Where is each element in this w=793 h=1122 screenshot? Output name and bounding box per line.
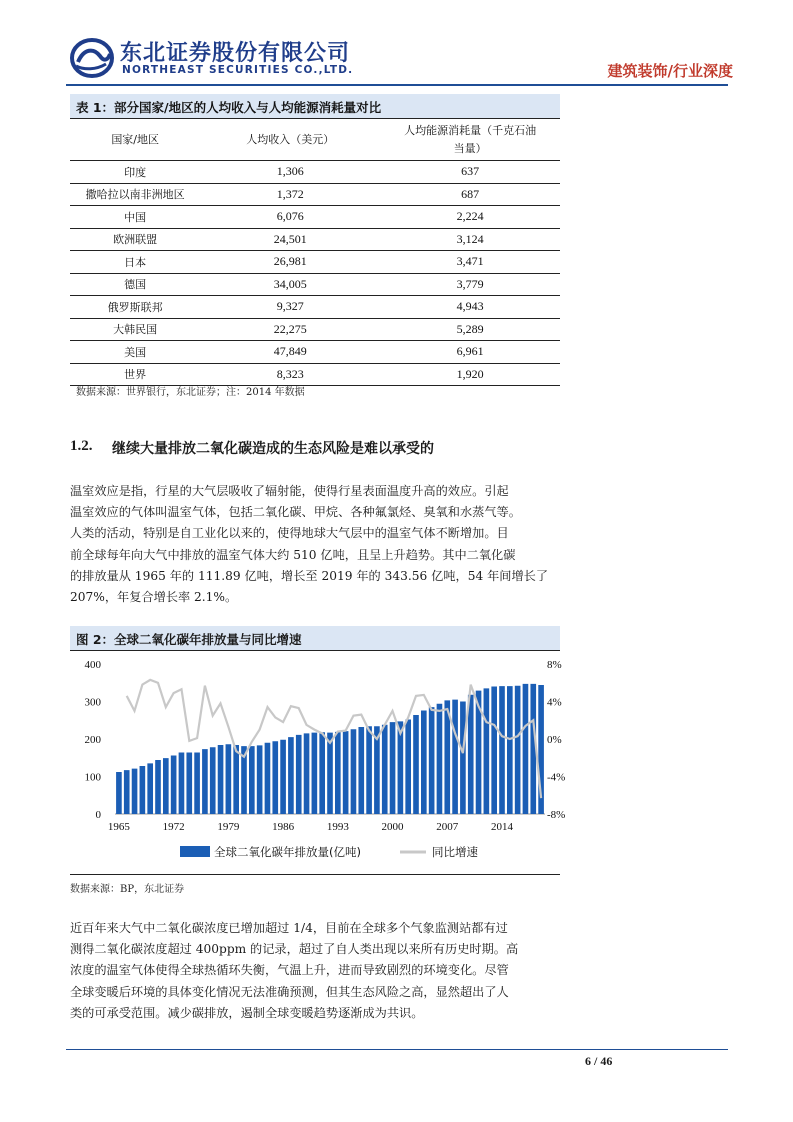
emission-bar <box>351 729 357 814</box>
income-energy-table <box>70 120 560 386</box>
paragraph-line: 人类的活动，特别是自工业化以来的，使得地球大气层中的温室气体不断增加。目 <box>70 526 509 541</box>
x-tick-label: 2000 <box>381 821 404 833</box>
emission-bar <box>147 763 153 814</box>
paragraph-line: 的排放量从 1965 年的 111.89 亿吨，增长至 2019 年的 343.56 亿吨，54 年间增长了 <box>70 568 549 583</box>
section-title: 继续大量排放二氧化碳造成的生态风险是难以承受的 <box>112 441 434 457</box>
emission-bar <box>233 745 239 814</box>
emission-bar <box>210 747 216 814</box>
emission-bar <box>296 735 302 814</box>
emission-bar <box>312 733 318 814</box>
table-cell: 4,943 <box>380 296 560 319</box>
table-cell: 俄罗斯联邦 <box>70 296 200 319</box>
table-cell: 3,471 <box>380 251 560 274</box>
x-tick-label: 1993 <box>326 821 349 833</box>
table-source-note: 数据来源：世界银行，东北证券；注：2014 年数据 <box>76 387 305 398</box>
table-cell: 26,981 <box>200 251 380 274</box>
emission-bar <box>358 727 364 814</box>
header-line: 当量） <box>453 142 487 155</box>
legend-label: 全球二氧化碳年排放量(亿吨) <box>214 845 361 859</box>
paragraph-line: 温室效应的气体叫温室气体，包括二氧化碳、甲烷、各种氟氯烃、臭氧和水蒸气等。 <box>70 505 521 520</box>
emission-bar <box>491 687 497 815</box>
table-cell: 6,961 <box>380 341 560 364</box>
header-divider <box>66 84 728 86</box>
emission-bar <box>171 756 177 815</box>
y-left-tick-label: 400 <box>84 659 101 671</box>
paragraph-line: 测得二氧化碳浓度超过 400ppm 的记录，超过了自人类出现以来所有历史时期。高 <box>70 942 519 957</box>
emission-bar <box>507 686 513 814</box>
emission-bar <box>327 733 333 814</box>
emission-bar <box>413 715 419 814</box>
paragraph-co2-concentration <box>70 918 730 1024</box>
company-logo-icon <box>70 38 114 78</box>
emission-bar <box>304 733 310 814</box>
emission-bar <box>499 686 505 814</box>
table-header-cell <box>380 120 560 161</box>
table-row <box>70 318 560 341</box>
x-tick-label: 1965 <box>107 821 130 833</box>
emission-bar <box>390 722 396 814</box>
y-left-tick-label: 0 <box>95 809 101 821</box>
emission-bar <box>116 772 122 814</box>
company-name-en: NORTHEAST SECURITIES CO.,LTD. <box>122 64 354 76</box>
emission-bar <box>163 758 169 814</box>
emission-bar <box>124 770 130 814</box>
emission-bar <box>218 745 224 814</box>
header-line: 人均能源消耗量（千克石油 <box>404 124 537 137</box>
paragraph-line: 前全球每年向大气中排放的温室气体大约 510 亿吨，且呈上升趋势。其中二氧化碳 <box>70 547 516 562</box>
table-row <box>70 341 560 364</box>
table-header-row <box>70 120 560 161</box>
table-cell: 687 <box>380 183 560 206</box>
table-cell: 3,779 <box>380 273 560 296</box>
emission-bar <box>319 732 325 814</box>
emission-bar <box>484 688 490 814</box>
emission-bar <box>179 753 185 815</box>
emission-bar <box>421 711 427 815</box>
y-right-tick-label: 0% <box>547 734 562 746</box>
emission-bar <box>405 720 411 815</box>
paragraph-line: 全球变暖后环境的具体变化情况无法准确预测，但其生态风险之高，显然超出了人 <box>70 984 509 999</box>
table-cell: 中国 <box>70 206 200 229</box>
table-header-cell: 人均收入（美元） <box>200 120 380 161</box>
figure-top-rule <box>70 650 560 651</box>
table-cell: 8,323 <box>200 363 380 386</box>
paragraph-line: 温室效应是指，行星的大气层吸收了辐射能，使得行星表面温度升高的效应。引起 <box>70 484 509 498</box>
x-tick-label: 1986 <box>272 821 295 833</box>
table-cell: 637 <box>380 161 560 184</box>
table-cell: 美国 <box>70 341 200 364</box>
emission-bar <box>452 700 458 814</box>
x-tick-label: 2007 <box>436 821 459 833</box>
paragraph-line: 207%，年复合增长率 2.1%。 <box>70 590 238 605</box>
emission-bar <box>186 753 192 815</box>
table-cell: 1,372 <box>200 183 380 206</box>
table-cell: 大韩民国 <box>70 318 200 341</box>
table-row <box>70 273 560 296</box>
table-title: 表 1：部分国家/地区的人均收入与人均能源消耗量对比 <box>76 100 382 115</box>
table-cell: 5,289 <box>380 318 560 341</box>
table-header-cell: 国家/地区 <box>70 120 200 161</box>
emission-bar <box>155 760 161 814</box>
emission-bar <box>132 769 138 814</box>
x-tick-label: 1972 <box>162 821 185 833</box>
emission-bar <box>515 686 521 814</box>
table-row <box>70 251 560 274</box>
y-left-tick-label: 200 <box>84 734 101 746</box>
emission-bar <box>382 725 388 814</box>
emission-bar <box>140 766 146 814</box>
emission-bar <box>265 743 271 814</box>
x-tick-label: 1979 <box>217 821 240 833</box>
emission-bar <box>202 749 208 814</box>
y-right-tick-label: 4% <box>547 696 562 709</box>
table-cell: 世界 <box>70 363 200 386</box>
table-cell: 1,920 <box>380 363 560 386</box>
emission-bar <box>343 731 349 814</box>
y-left-tick-label: 100 <box>84 771 101 784</box>
paragraph-line: 近百年来大气中二氧化碳浓度已增加超过 1/4，目前在全球多个气象监测站都有过 <box>70 921 508 935</box>
co2-emissions-chart <box>70 652 566 872</box>
table-cell: 9,327 <box>200 296 380 319</box>
figure-bottom-rule <box>70 874 560 875</box>
emission-bar <box>272 741 278 814</box>
paragraph-line: 浓度的温室气体使得全球热循环失衡，气温上升，进而导致剧烈的环境变化。尽管 <box>70 963 509 978</box>
table-cell: 22,275 <box>200 318 380 341</box>
emission-bar <box>194 753 200 815</box>
table-cell: 24,501 <box>200 228 380 251</box>
legend-label: 同比增速 <box>432 845 478 859</box>
table-cell: 撒哈拉以南非洲地区 <box>70 183 200 206</box>
emission-bar <box>226 744 232 814</box>
footer-divider <box>66 1049 728 1050</box>
table-row <box>70 206 560 229</box>
table-cell: 47,849 <box>200 341 380 364</box>
emission-bar <box>366 726 372 814</box>
y-right-tick-label: -8% <box>547 809 566 821</box>
emission-bar <box>429 707 435 814</box>
table-row <box>70 183 560 206</box>
table-cell: 3,124 <box>380 228 560 251</box>
table-cell: 6,076 <box>200 206 380 229</box>
emission-bar <box>280 740 286 814</box>
page-number: 6 / 46 <box>585 1054 613 1068</box>
table-cell: 欧洲联盟 <box>70 228 200 251</box>
table-row <box>70 161 560 184</box>
legend-bar-swatch <box>180 846 210 857</box>
emission-bar <box>257 745 263 814</box>
report-category: 建筑装饰/行业深度 <box>607 62 733 80</box>
emission-bar <box>523 684 529 814</box>
emission-bar <box>468 695 474 814</box>
emission-bar <box>249 746 255 814</box>
y-right-tick-label: -4% <box>547 771 566 784</box>
y-left-tick-label: 300 <box>84 696 101 709</box>
table-cell: 日本 <box>70 251 200 274</box>
table-cell: 2,224 <box>380 206 560 229</box>
paragraph-greenhouse-effect <box>70 481 730 608</box>
table-cell: 印度 <box>70 161 200 184</box>
table-row <box>70 228 560 251</box>
emission-bar <box>460 702 466 815</box>
table-cell: 德国 <box>70 273 200 296</box>
table-top-rule <box>70 118 560 119</box>
x-tick-label: 2014 <box>491 821 513 833</box>
table-row <box>70 296 560 319</box>
emission-bar <box>335 732 341 814</box>
table-cell: 1,306 <box>200 161 380 184</box>
paragraph-line: 类的可承受范围。减少碳排放，遏制全球变暖趋势逐渐成为共识。 <box>70 1005 424 1020</box>
table-cell: 34,005 <box>200 273 380 296</box>
figure-title: 图 2：全球二氧化碳年排放量与同比增速 <box>76 632 302 647</box>
emission-bar <box>288 737 294 814</box>
y-right-tick-label: 8% <box>547 659 562 671</box>
section-number: 1.2. <box>70 438 93 454</box>
company-name-cn: 东北证券股份有限公司 <box>120 41 351 66</box>
emission-bar <box>437 704 443 814</box>
figure-source-note: 数据来源：BP，东北证券 <box>70 884 185 895</box>
